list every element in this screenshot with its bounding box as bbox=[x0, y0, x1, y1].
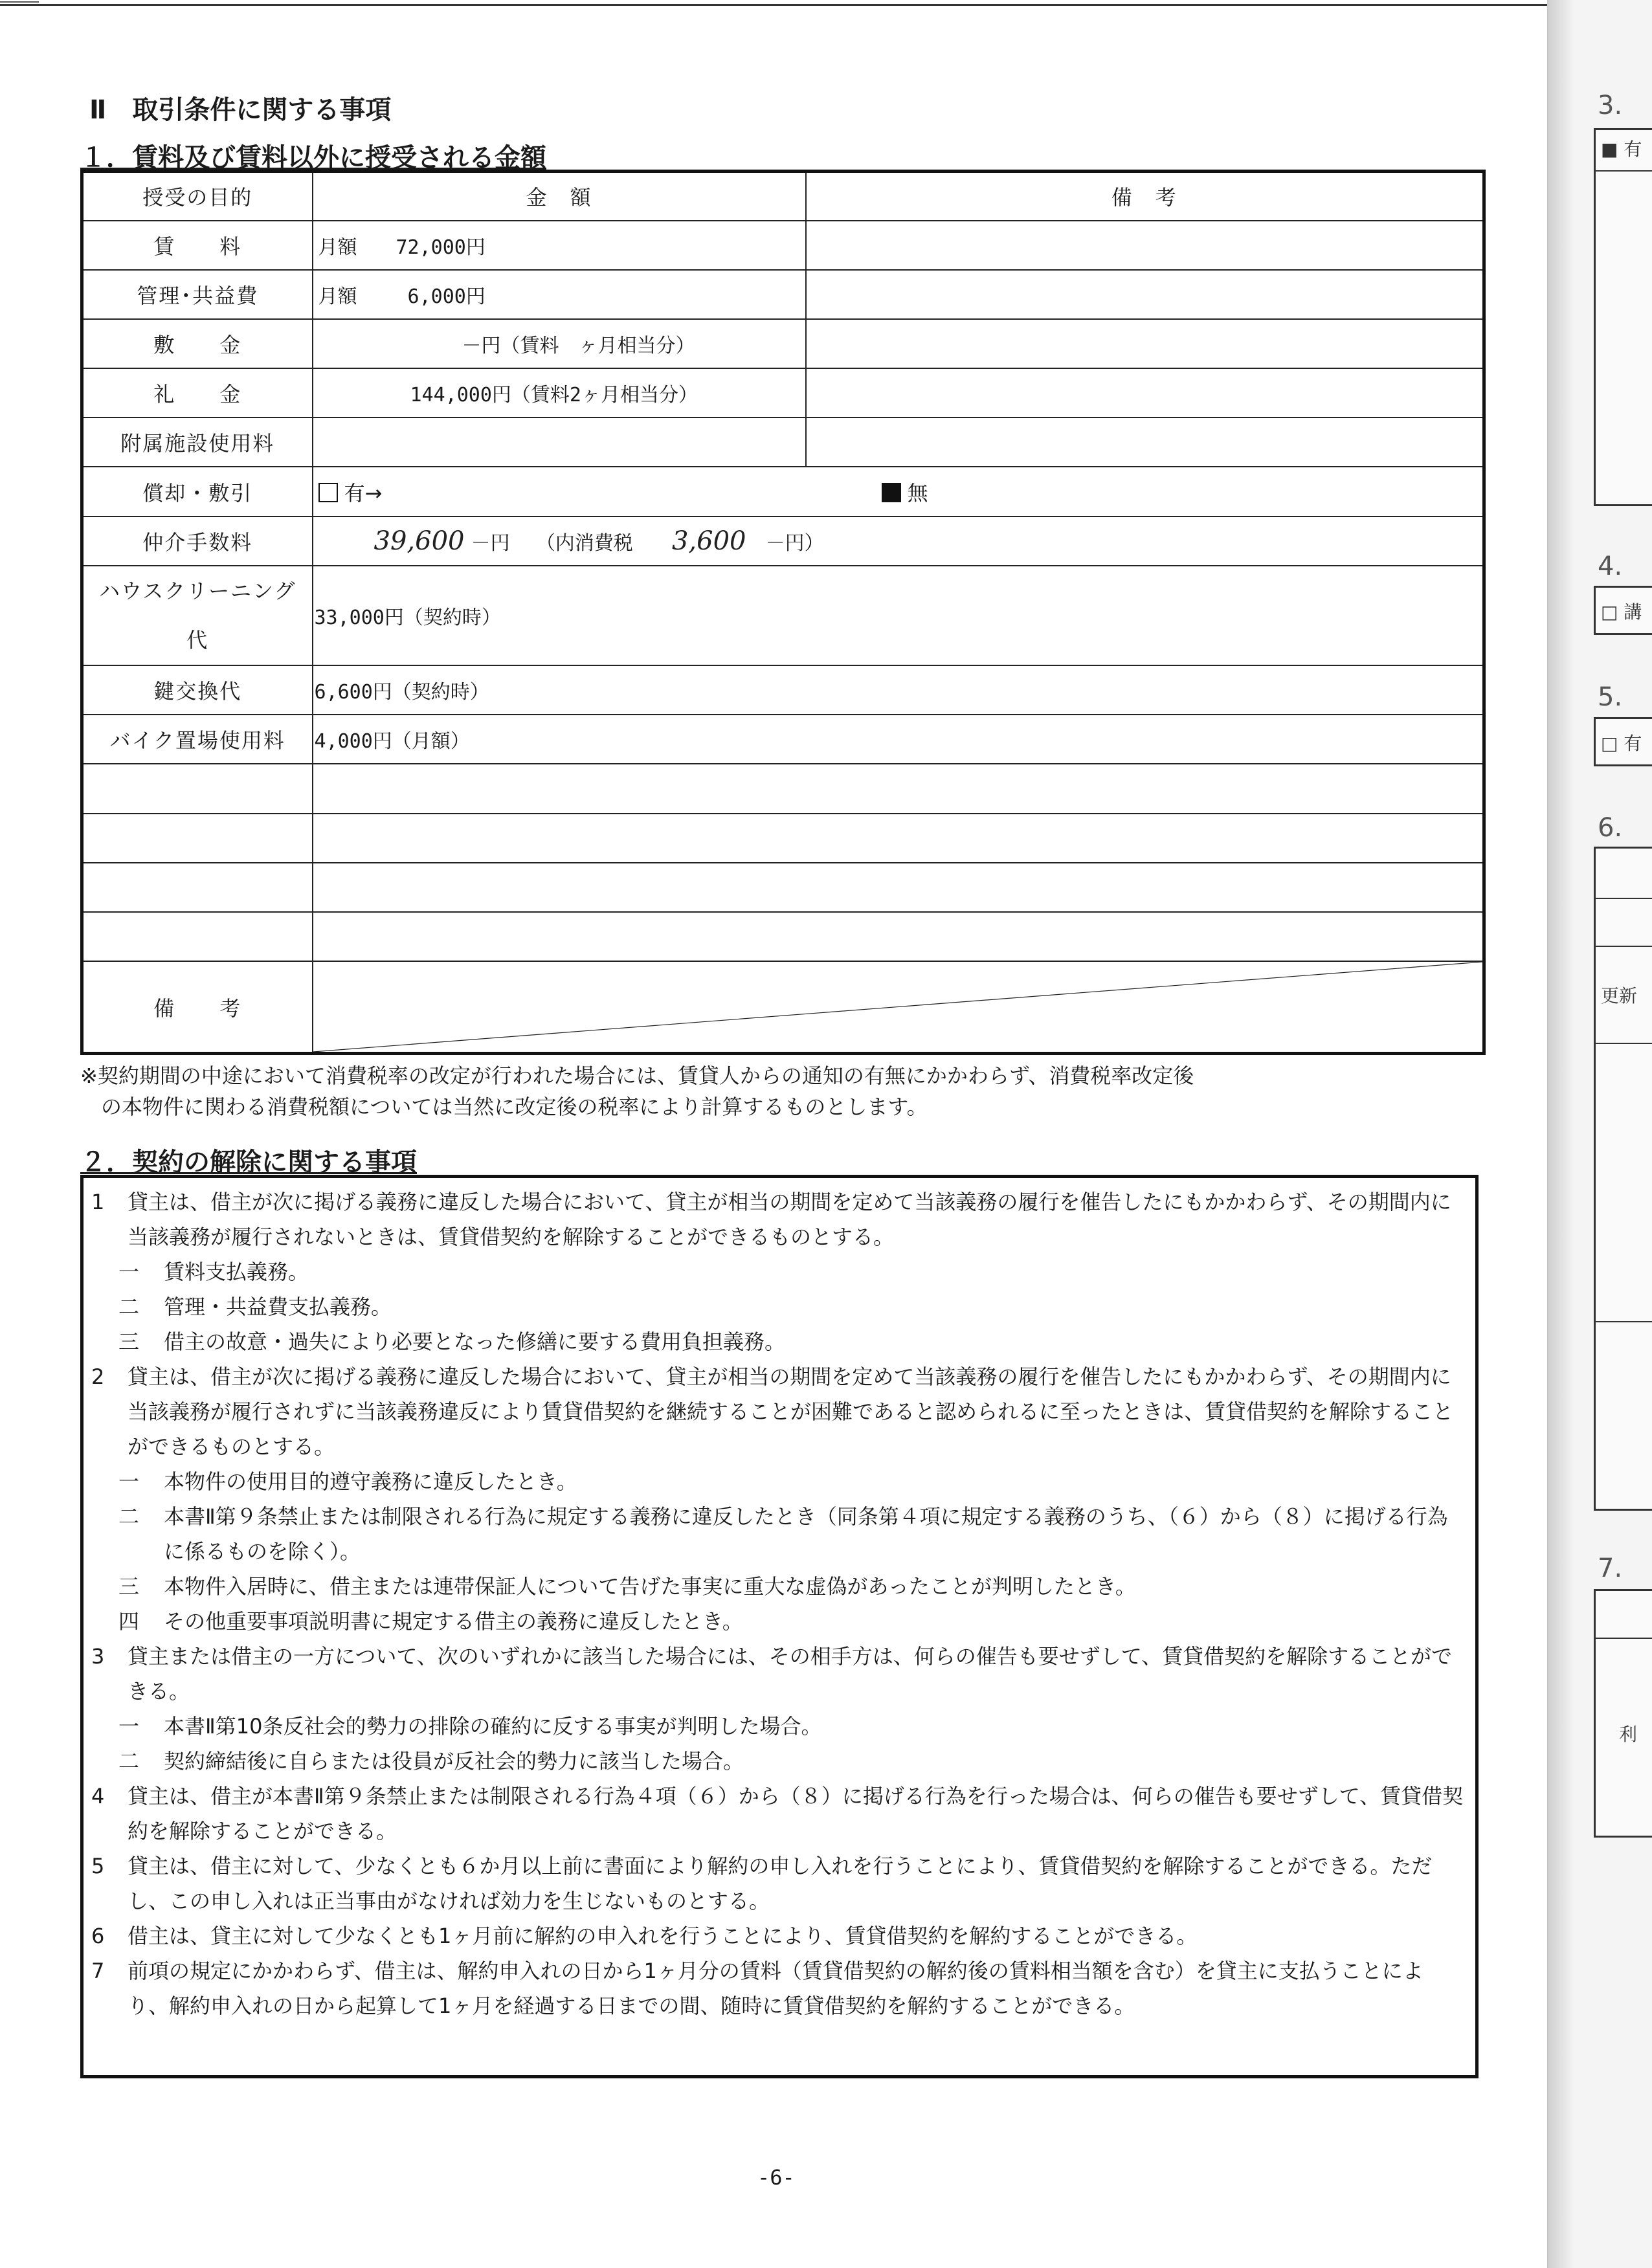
bike-parking-label: バイク置場使用料 bbox=[82, 715, 313, 764]
yen-unit-close: －円） bbox=[765, 531, 824, 555]
next-page-section-5: 5. bbox=[1598, 682, 1623, 712]
clause-number: 3 bbox=[91, 1644, 105, 1669]
clause-2 bbox=[91, 1359, 1464, 1464]
rent-label: 賃 料 bbox=[82, 221, 313, 270]
table-header-row bbox=[82, 172, 1484, 221]
brokerage-fee-amount bbox=[313, 517, 1484, 566]
next-page-box-7: 利 bbox=[1594, 1589, 1652, 1838]
next-page-box-5: □ 有 bbox=[1594, 717, 1652, 766]
key-money-label: 礼 金 bbox=[82, 368, 313, 417]
clause-1-item-1: 一 賃料支払義務。 bbox=[118, 1260, 309, 1284]
header-amount: 金 額 bbox=[313, 172, 806, 221]
table-row bbox=[82, 417, 1484, 467]
page-fold-shadow bbox=[1548, 0, 1574, 2268]
cleaning-fee-amount: 33,000円（契約時） bbox=[313, 566, 1484, 665]
no-option-label: 無 bbox=[907, 480, 928, 506]
empty-row bbox=[82, 764, 1484, 813]
clause-2-item-1: 一 本物件の使用目的遵守義務に違反したとき。 bbox=[118, 1469, 577, 1494]
fees-subtitle: １．賃料及び賃料以外に授受される金額 bbox=[80, 143, 546, 173]
facility-fee-remark bbox=[806, 417, 1484, 467]
mgmt-fee-label: 管理･共益費 bbox=[82, 270, 313, 319]
clause-7 bbox=[91, 1953, 1464, 2023]
clause-text: 貸主は、借主が次に掲げる義務に違反した場合において、貸主が相当の期間を定めて当該義務の履行を催告したにもかかわらず、その期間内に当該義務が履行されないときは、賃貸借契約を解除することができるものとする。 bbox=[128, 1190, 1451, 1249]
cleaning-label-line1: ハウスクリーニング bbox=[99, 578, 296, 603]
clause-number: 5 bbox=[91, 1854, 105, 1878]
yen-unit: －円 bbox=[471, 531, 510, 555]
table-row bbox=[82, 517, 1484, 566]
remarks-cell-struck bbox=[313, 961, 1484, 1053]
clause-number: 6 bbox=[91, 1924, 105, 1948]
handwritten-fee: 39,600 bbox=[374, 526, 465, 556]
key-money-amount: 144,000円（賃料2ヶ月相当分） bbox=[313, 368, 806, 417]
table-row bbox=[82, 715, 1484, 764]
bike-parking-amount: 4,000円（月額） bbox=[313, 715, 1484, 764]
table-row bbox=[82, 467, 1484, 516]
cleaning-fee-label bbox=[82, 566, 313, 665]
clause-text: 借主は、貸主に対して少なくとも1ヶ月前に解約の申入れを行うことにより、賃貸借契約を解約することができる。 bbox=[128, 1924, 1198, 1948]
clause-3 bbox=[91, 1639, 1464, 1709]
clause-number: 1 bbox=[91, 1190, 105, 1214]
clause-2-item-3: 三 本物件入居時に、借主または連帯保証人について告げた事実に重大な虚偽があったことが判明したとき。 bbox=[118, 1574, 1136, 1599]
clause-2-item-4: 四 その他重要事項説明書に規定する借主の義務に違反したとき。 bbox=[118, 1609, 743, 1634]
clause-1-item-3: 三 借主の故意・過失により必要となった修繕に要する費用負担義務。 bbox=[118, 1329, 786, 1354]
clause-3-item-1: 一 本書Ⅱ第10条反社会的勢力の排除の確約に反する事実が判明した場合。 bbox=[118, 1714, 822, 1739]
mgmt-fee-amount: 月額 6,000円 bbox=[313, 270, 806, 319]
remarks-label: 備 考 bbox=[82, 961, 313, 1053]
page-number: -6- bbox=[757, 2165, 795, 2190]
clause-text: 前項の規定にかかわらず、借主は、解約申入れの日から1ヶ月分の賃料（賃貸借契約の解約後の賃料相当額を含む）を貸主に支払うことにより、解約申入れの日から起算して1ヶ月を経過する日までの間、随時に賃貸借契約を解約することができる。 bbox=[128, 1959, 1423, 2018]
facility-fee-amount bbox=[313, 417, 806, 467]
clause-text: 貸主は、借主が次に掲げる義務に違反した場合において、貸主が相当の期間を定めて当該義務の履行を催告したにもかかわらず、その期間内に当該義務が履行されずに当該義務違反により賃貸借契約を継続することが困難であると認められるに至ったときは、賃貸借契約を解除することができるものとする。 bbox=[128, 1364, 1454, 1459]
next-page-section-3: 3. bbox=[1598, 91, 1623, 120]
next-page-section-7: 7. bbox=[1598, 1553, 1623, 1583]
amortization-label: 償却・敷引 bbox=[82, 467, 313, 516]
next-page-section-4: 4. bbox=[1598, 551, 1623, 581]
clause-6 bbox=[91, 1918, 1464, 1953]
clause-text: 貸主は、借主が本書Ⅱ第９条禁止または制限される行為４項（６）から（８）に掲げる行為を行った場合は、何らの催告も要せずして、賃貸借契約を解除することができる。 bbox=[128, 1784, 1464, 1843]
deposit-amount: －円（賃料 ヶ月相当分） bbox=[313, 319, 806, 368]
scan-mark bbox=[0, 1, 39, 3]
clause-2-item-2: 二 本書Ⅱ第９条禁止または制限される行為に規定する義務に違反したとき（同条第４項に規定する義務のうち、（６）から（８）に掲げる行為に係るものを除く）。 bbox=[118, 1504, 1448, 1564]
empty-row bbox=[82, 912, 1484, 961]
tax-note bbox=[80, 1060, 1482, 1122]
clause-number: 2 bbox=[91, 1364, 105, 1389]
handwritten-tax: 3,600 bbox=[671, 526, 746, 556]
yes-option-label: 有→ bbox=[344, 480, 383, 506]
next-page-box-3: ■ 有 bbox=[1594, 128, 1652, 506]
cleaning-label-line2: 代 bbox=[186, 627, 209, 652]
deposit-label: 敷 金 bbox=[82, 319, 313, 368]
section-title: Ⅱ 取引条件に関する事項 bbox=[89, 95, 392, 125]
strike-diagonal-line bbox=[313, 962, 1483, 1052]
tax-note-line1: ※契約期間の中途において消費税率の改定が行われた場合には、賃貸人からの通知の有無にかかわらず、消費税率改定後 bbox=[80, 1063, 1194, 1088]
tax-note-line2: の本物件に関わる消費税額については当然に改定後の税率により計算するものとします。 bbox=[101, 1095, 928, 1119]
table-row bbox=[82, 368, 1484, 417]
empty-row bbox=[82, 863, 1484, 912]
next-page-section-6: 6. bbox=[1598, 813, 1623, 843]
mgmt-fee-remark bbox=[806, 270, 1484, 319]
remarks-row bbox=[82, 961, 1484, 1053]
cancellation-box bbox=[80, 1175, 1479, 2078]
next-page-box-4: □ 講 bbox=[1594, 586, 1652, 635]
clause-text: 貸主または借主の一方について、次のいずれかに該当した場合には、その相手方は、何らの催告も要せずして、賃貸借契約を解除することができる。 bbox=[128, 1644, 1453, 1704]
table-row bbox=[82, 221, 1484, 270]
clause-5 bbox=[91, 1849, 1464, 1918]
clause-1-item-2: 二 管理・共益費支払義務。 bbox=[118, 1295, 392, 1319]
cancellation-subtitle: ２．契約の解除に関する事項 bbox=[80, 1148, 417, 1177]
next-page-box-6: 更新 bbox=[1594, 847, 1652, 1511]
clause-text: 貸主は、借主に対して、少なくとも６か月以上前に書面により解約の申し入れを行うことにより、賃貸借契約を解除することができる。ただし、この申し入れは正当事由がなければ効力を生じないものとする。 bbox=[128, 1854, 1433, 1913]
rent-remark bbox=[806, 221, 1484, 270]
rent-amount: 月額 72,000円 bbox=[313, 221, 806, 270]
table-row bbox=[82, 566, 1484, 665]
clause-number: 4 bbox=[91, 1784, 105, 1808]
amortization-options bbox=[313, 467, 1484, 516]
tax-label: （内消費税 bbox=[535, 531, 633, 555]
key-change-label: 鍵交換代 bbox=[82, 665, 313, 715]
clause-4 bbox=[91, 1779, 1464, 1849]
clause-1 bbox=[91, 1184, 1464, 1254]
key-money-remark bbox=[806, 368, 1484, 417]
table-row bbox=[82, 270, 1484, 319]
table-row bbox=[82, 665, 1484, 715]
table-row bbox=[82, 319, 1484, 368]
facility-fee-label: 附属施設使用料 bbox=[82, 417, 313, 467]
deposit-remark bbox=[806, 319, 1484, 368]
clause-number: 7 bbox=[91, 1959, 105, 1983]
no-checkbox-checked[interactable] bbox=[882, 483, 901, 502]
yes-checkbox[interactable] bbox=[318, 483, 338, 502]
fees-table bbox=[80, 170, 1486, 1055]
adjacent-page-edge bbox=[1547, 0, 1652, 2268]
page-top-border bbox=[0, 4, 1547, 6]
clause-3-item-2: 二 契約締結後に自らまたは役員が反社会的勢力に該当した場合。 bbox=[118, 1749, 744, 1773]
empty-row bbox=[82, 814, 1484, 863]
brokerage-fee-label: 仲介手数料 bbox=[82, 517, 313, 566]
header-remarks: 備 考 bbox=[806, 172, 1484, 221]
header-purpose: 授受の目的 bbox=[82, 172, 313, 221]
key-change-amount: 6,600円（契約時） bbox=[313, 665, 1484, 715]
